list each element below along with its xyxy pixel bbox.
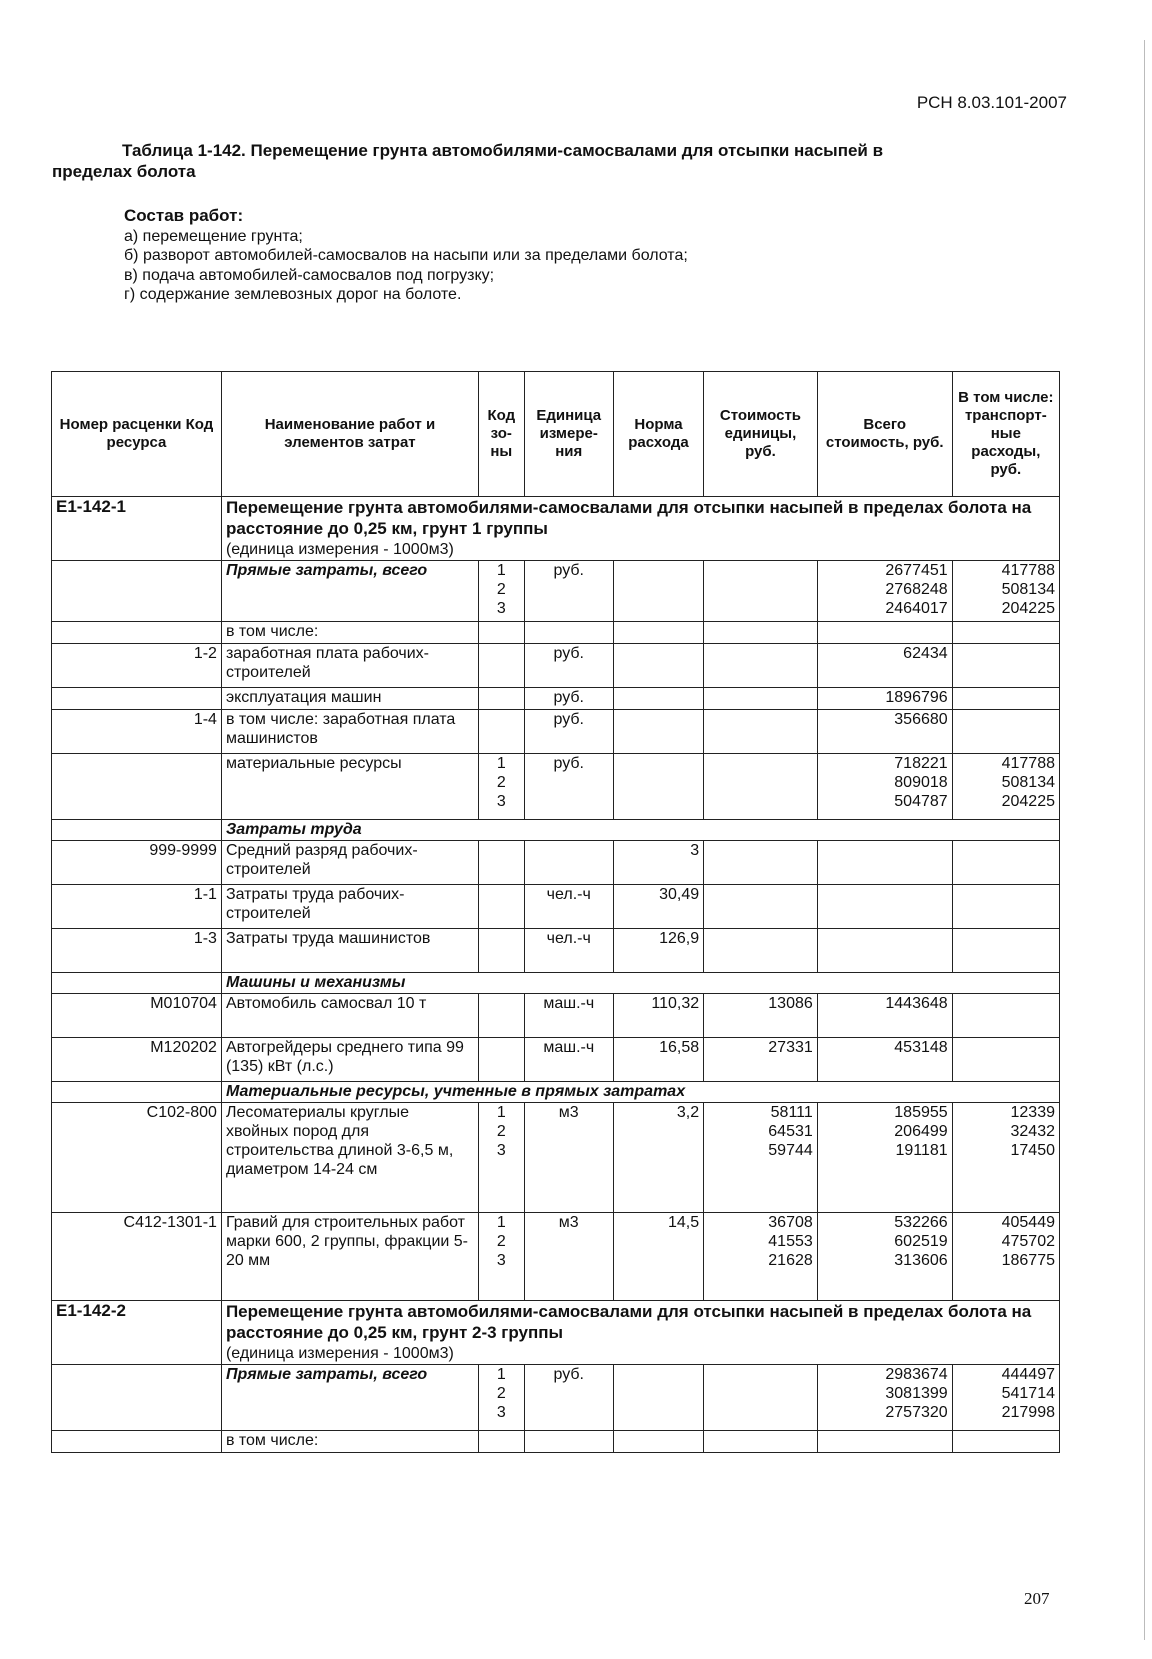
transport-cost-cell: 417788 508134 204225: [952, 561, 1059, 622]
header-norm: Норма расхода: [613, 372, 703, 497]
resource-name-cell: Гравий для строительных работ марки 600, 2 группы, фракции 5-20 мм: [221, 1213, 478, 1301]
resource-code-cell: 1-1: [52, 885, 222, 929]
section-title: Перемещение грунта автомобилями-самосвалами для отсыпки насыпей в пределах болота на расстояние до 0,25 км, грунт 2-3 группы: [225, 1302, 1032, 1342]
transport-cost-cell: [952, 1431, 1059, 1453]
resource-name-cell: заработная плата рабочих-строителей: [221, 644, 478, 688]
price-table: [51, 371, 1060, 1453]
norm-cell: 126,9: [613, 929, 703, 973]
section-title: Перемещение грунта автомобилями-самосвалами для отсыпки насыпей в пределах болота на расстояние до 0,25 км, грунт 1 группы: [225, 498, 1032, 538]
unit-cost-cell: [704, 710, 818, 754]
norm-cell: [613, 754, 703, 820]
resource-name-cell: Затраты труда рабочих-строителей: [221, 885, 478, 929]
zone-cell: [478, 1038, 524, 1082]
resource-code-cell: 999-9999: [52, 841, 222, 885]
header-zone: Код зо- ны: [478, 372, 524, 497]
transport-cost-cell: [952, 1038, 1059, 1082]
section-unit-note: (единица измерения - 1000м3): [225, 541, 454, 558]
resource-code-cell: [52, 561, 222, 622]
zone-cell: [478, 622, 524, 644]
unit-cell: [524, 622, 613, 644]
resource-name-cell: Автомобиль самосвал 10 т: [221, 994, 478, 1038]
unit-cell: чел.-ч: [524, 885, 613, 929]
table-row: [52, 1103, 1060, 1213]
table-row: [52, 994, 1060, 1038]
transport-cost-cell: [952, 994, 1059, 1038]
works-item: г) содержание землевозных дорог на болоте.: [124, 286, 462, 303]
table-row: [52, 754, 1060, 820]
unit-cost-cell: 58111 64531 59744: [704, 1103, 818, 1213]
unit-cost-cell: [704, 754, 818, 820]
unit-cell: маш.-ч: [524, 1038, 613, 1082]
unit-cell: руб.: [524, 1365, 613, 1431]
total-cost-cell: 1443648: [817, 994, 952, 1038]
works-item: а) перемещение грунта;: [124, 227, 303, 245]
resource-code-cell: [52, 622, 222, 644]
table-row: [52, 841, 1060, 885]
total-cost-cell: [817, 885, 952, 929]
table-row: [52, 1365, 1060, 1431]
group-row: [52, 820, 1060, 841]
unit-cost-cell: [704, 622, 818, 644]
norm-cell: [613, 688, 703, 710]
unit-cell: [524, 841, 613, 885]
resource-code-cell: 1-3: [52, 929, 222, 973]
group-row: [52, 1082, 1060, 1103]
total-cost-cell: 532266 602519 313606: [817, 1213, 952, 1301]
total-cost-cell: 62434: [817, 644, 952, 688]
transport-cost-cell: [952, 841, 1059, 885]
zone-cell: 1 2 3: [478, 1213, 524, 1301]
transport-cost-cell: 417788 508134 204225: [952, 754, 1059, 820]
norm-cell: [613, 1365, 703, 1431]
resource-name-cell: материальные ресурсы: [221, 754, 478, 820]
resource-code-cell: С412-1301-1: [52, 1213, 222, 1301]
group-heading: Затраты труда: [221, 820, 1059, 841]
empty-cell: [52, 820, 222, 841]
unit-cost-cell: [704, 841, 818, 885]
norm-cell: 110,32: [613, 994, 703, 1038]
transport-cost-cell: [952, 688, 1059, 710]
zone-cell: [478, 710, 524, 754]
zone-cell: 1 2 3: [478, 1365, 524, 1431]
resource-name-cell: Прямые затраты, всего: [221, 1365, 478, 1431]
total-cost-cell: 2983674 3081399 2757320: [817, 1365, 952, 1431]
transport-cost-cell: [952, 622, 1059, 644]
unit-cell: руб.: [524, 754, 613, 820]
transport-cost-cell: 12339 32432 17450: [952, 1103, 1059, 1213]
group-row: [52, 973, 1060, 994]
zone-cell: [478, 885, 524, 929]
table-title-line2: пределах болота: [52, 162, 196, 181]
total-cost-cell: 1896796: [817, 688, 952, 710]
resource-code-cell: [52, 754, 222, 820]
empty-cell: [52, 1082, 222, 1103]
transport-cost-cell: [952, 644, 1059, 688]
norm-cell: [613, 622, 703, 644]
zone-cell: [478, 644, 524, 688]
unit-cost-cell: 27331: [704, 1038, 818, 1082]
scan-edge-line: [1144, 40, 1145, 1640]
norm-cell: 30,49: [613, 885, 703, 929]
transport-cost-cell: 405449 475702 186775: [952, 1213, 1059, 1301]
table-row: [52, 688, 1060, 710]
unit-cost-cell: [704, 929, 818, 973]
resource-code-cell: М120202: [52, 1038, 222, 1082]
section-code: Е1-142-2: [52, 1301, 222, 1365]
document-code: РСН 8.03.101-2007: [916, 93, 1067, 112]
total-cost-cell: [817, 929, 952, 973]
zone-cell: [478, 841, 524, 885]
zone-cell: [478, 688, 524, 710]
resource-code-cell: [52, 1365, 222, 1431]
resource-name-cell: Прямые затраты, всего: [221, 561, 478, 622]
total-cost-cell: 356680: [817, 710, 952, 754]
norm-cell: [613, 644, 703, 688]
resource-name-cell: Затраты труда машинистов: [221, 929, 478, 973]
resource-code-cell: [52, 688, 222, 710]
unit-cell: руб.: [524, 644, 613, 688]
zone-cell: 1 2 3: [478, 754, 524, 820]
section-unit-note: (единица измерения - 1000м3): [225, 1345, 454, 1362]
norm-cell: [613, 1431, 703, 1453]
resource-code-cell: С102-800: [52, 1103, 222, 1213]
resource-code-cell: [52, 1431, 222, 1453]
table-body: [52, 497, 1060, 1453]
zone-cell: [478, 1431, 524, 1453]
section-row: [52, 1301, 1060, 1365]
unit-cost-cell: [704, 644, 818, 688]
transport-cost-cell: [952, 885, 1059, 929]
section-row: [52, 497, 1060, 561]
resource-name-cell: эксплуатация машин: [221, 688, 478, 710]
resource-code-cell: 1-4: [52, 710, 222, 754]
header-transport: В том числе: транспорт- ные расходы, руб.: [952, 372, 1059, 497]
norm-cell: [613, 561, 703, 622]
unit-cost-cell: 36708 41553 21628: [704, 1213, 818, 1301]
section-title-cell: [221, 497, 1059, 561]
unit-cell: руб.: [524, 688, 613, 710]
zone-cell: [478, 994, 524, 1038]
works-composition: [124, 206, 688, 305]
table-row: [52, 885, 1060, 929]
header-code: Номер расценки Код ресурса: [52, 372, 222, 497]
resource-name-cell: в том числе:: [221, 622, 478, 644]
header-unit-cost: Стоимость единицы, руб.: [704, 372, 818, 497]
unit-cell: [524, 1431, 613, 1453]
total-cost-cell: 185955 206499 191181: [817, 1103, 952, 1213]
table-row: [52, 929, 1060, 973]
unit-cell: маш.-ч: [524, 994, 613, 1038]
resource-name-cell: Лесоматериалы круглые хвойных пород для строительства длиной 3-6,5 м, диаметром 14-24 см: [221, 1103, 478, 1213]
zone-cell: [478, 929, 524, 973]
unit-cell: руб.: [524, 561, 613, 622]
table-title-line1: Таблица 1-142. Перемещение грунта автомобилями-самосвалами для отсыпки насыпей в: [122, 141, 884, 160]
table-row: [52, 644, 1060, 688]
works-heading: Состав работ:: [124, 206, 244, 225]
norm-cell: 14,5: [613, 1213, 703, 1301]
section-code: Е1-142-1: [52, 497, 222, 561]
resource-name-cell: Автогрейдеры среднего типа 99 (135) кВт (л.с.): [221, 1038, 478, 1082]
table-row: [52, 1431, 1060, 1453]
empty-cell: [52, 973, 222, 994]
table-title: [52, 140, 1052, 182]
total-cost-cell: [817, 841, 952, 885]
unit-cost-cell: [704, 561, 818, 622]
unit-cost-cell: [704, 688, 818, 710]
section-title-cell: [221, 1301, 1059, 1365]
header-total-cost: Всего стоимость, руб.: [817, 372, 952, 497]
group-heading: Машины и механизмы: [221, 973, 1059, 994]
resource-code-cell: М010704: [52, 994, 222, 1038]
unit-cell: м3: [524, 1213, 613, 1301]
zone-cell: 1 2 3: [478, 561, 524, 622]
zone-cell: 1 2 3: [478, 1103, 524, 1213]
resource-name-cell: в том числе:: [221, 1431, 478, 1453]
page-number: 207: [1024, 1589, 1050, 1608]
table-row: [52, 1213, 1060, 1301]
header-unit: Единица измере- ния: [524, 372, 613, 497]
table-header-row: [52, 372, 1060, 497]
unit-cost-cell: 13086: [704, 994, 818, 1038]
total-cost-cell: [817, 1431, 952, 1453]
unit-cost-cell: [704, 1431, 818, 1453]
total-cost-cell: 453148: [817, 1038, 952, 1082]
works-item: б) разворот автомобилей-самосвалов на насыпи или за пределами болота;: [124, 247, 688, 264]
table-row: [52, 561, 1060, 622]
resource-name-cell: в том числе: заработная плата машинистов: [221, 710, 478, 754]
total-cost-cell: 2677451 2768248 2464017: [817, 561, 952, 622]
norm-cell: [613, 710, 703, 754]
norm-cell: 16,58: [613, 1038, 703, 1082]
header-name: Наименование работ и элементов затрат: [221, 372, 478, 497]
unit-cost-cell: [704, 885, 818, 929]
norm-cell: 3,2: [613, 1103, 703, 1213]
total-cost-cell: [817, 622, 952, 644]
unit-cell: м3: [524, 1103, 613, 1213]
transport-cost-cell: 444497 541714 217998: [952, 1365, 1059, 1431]
transport-cost-cell: [952, 710, 1059, 754]
total-cost-cell: 718221 809018 504787: [817, 754, 952, 820]
table-row: [52, 1038, 1060, 1082]
table-row: [52, 710, 1060, 754]
table-row: [52, 622, 1060, 644]
transport-cost-cell: [952, 929, 1059, 973]
resource-code-cell: 1-2: [52, 644, 222, 688]
unit-cell: руб.: [524, 710, 613, 754]
resource-name-cell: Средний разряд рабочих-строителей: [221, 841, 478, 885]
unit-cost-cell: [704, 1365, 818, 1431]
unit-cell: чел.-ч: [524, 929, 613, 973]
works-item: в) подача автомобилей-самосвалов под погрузку;: [124, 266, 495, 284]
group-heading: Материальные ресурсы, учтенные в прямых затратах: [221, 1082, 1059, 1103]
norm-cell: 3: [613, 841, 703, 885]
